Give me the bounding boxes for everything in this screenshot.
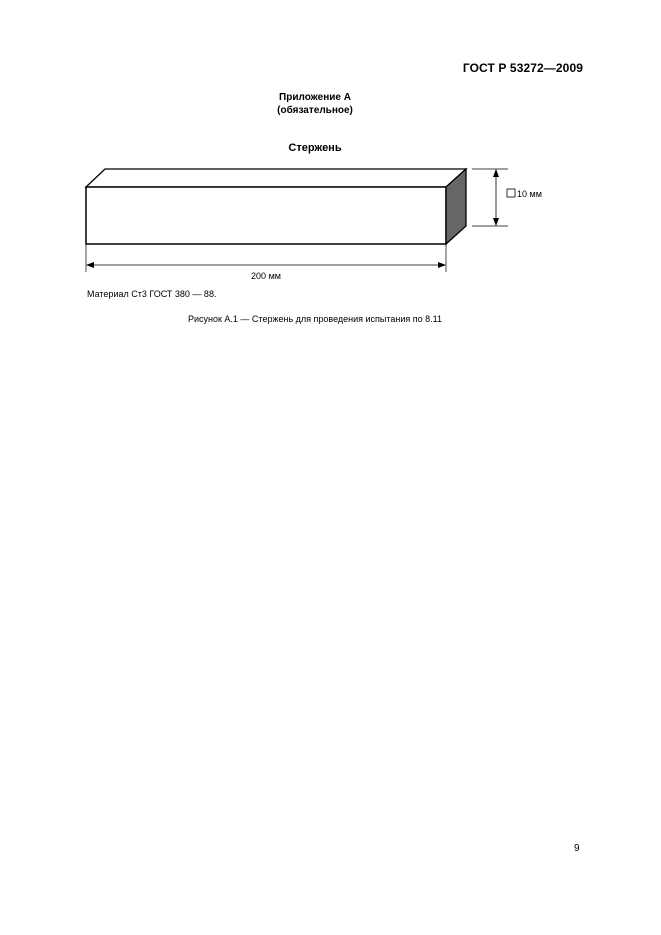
- document-code: ГОСТ Р 53272—2009: [462, 61, 583, 75]
- length-arrow-left: [86, 262, 94, 268]
- square-section-icon: [507, 189, 515, 197]
- length-arrow-right: [438, 262, 446, 268]
- length-dimension-label: 200 мм: [251, 271, 281, 281]
- figure-title: Стержень: [288, 142, 342, 154]
- rod-front-face: [86, 187, 446, 244]
- appendix-heading: [0, 91, 630, 117]
- figure-caption: Рисунок А.1 — Стержень для проведения испытания по 8.11: [187, 314, 443, 324]
- rod-drawing: [80, 160, 560, 285]
- side-dimension-label: 10 мм: [517, 189, 542, 199]
- appendix-title: Приложение А: [279, 92, 351, 103]
- side-arrow-top: [493, 169, 499, 177]
- appendix-subtitle: (обязательное): [277, 105, 353, 116]
- page-number: 9: [574, 843, 580, 854]
- rod-top-face: [86, 169, 466, 187]
- material-note: Материал Ст3 ГОСТ 380 — 88.: [87, 289, 217, 299]
- side-arrow-bottom: [493, 218, 499, 226]
